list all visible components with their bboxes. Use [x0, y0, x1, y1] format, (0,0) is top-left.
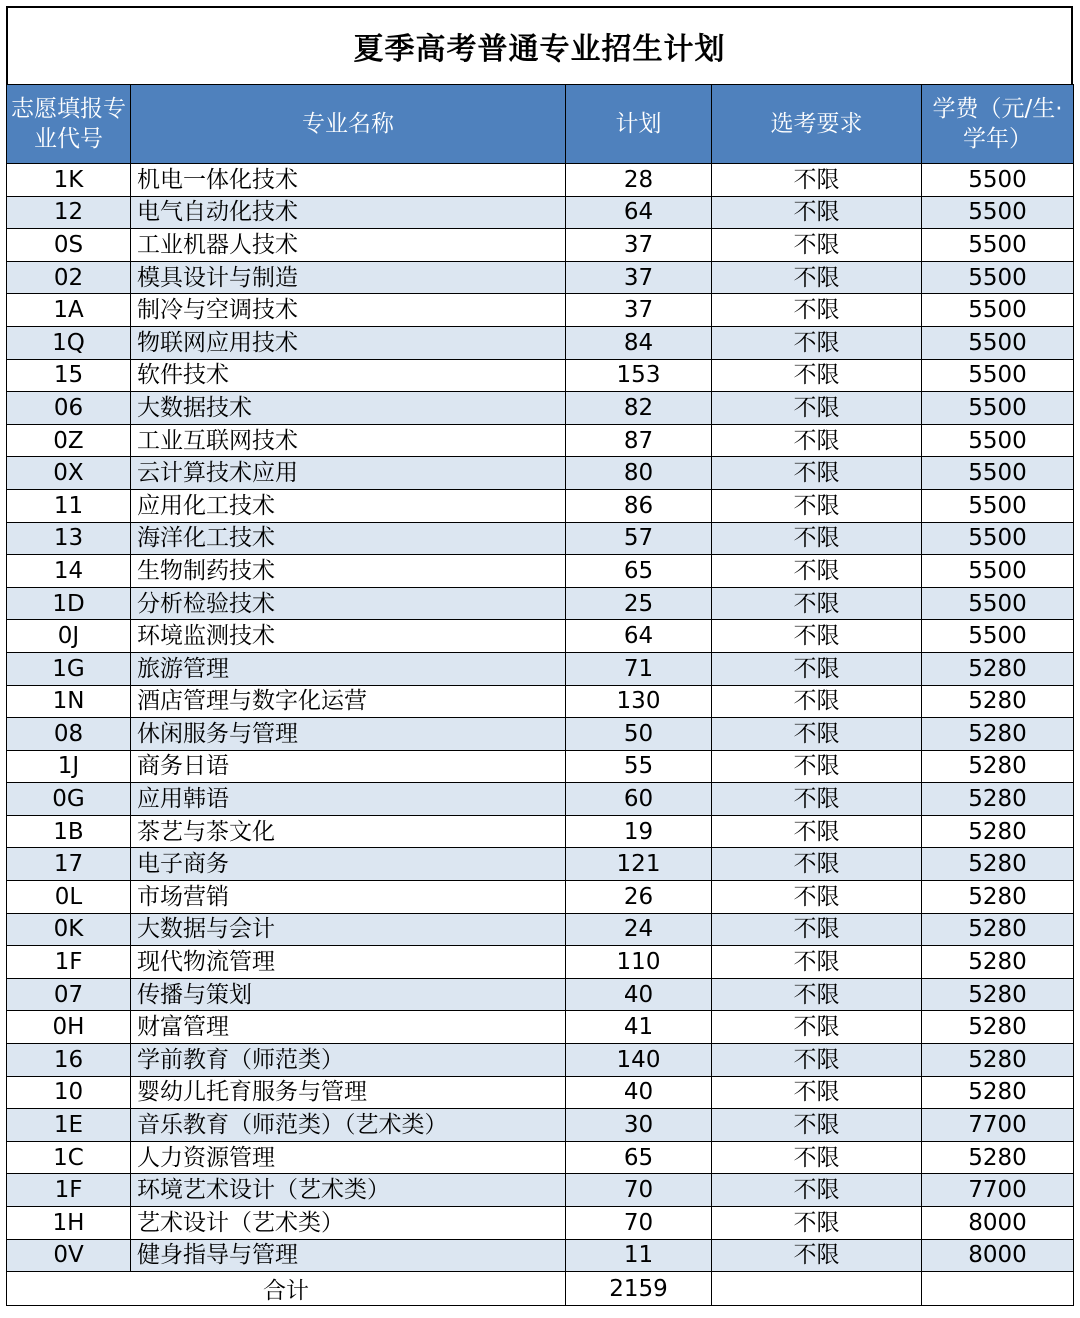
- cell-plan: 65: [566, 1141, 712, 1174]
- cell-plan: 40: [566, 1076, 712, 1109]
- cell-name: 旅游管理: [131, 652, 566, 685]
- cell-plan: 37: [566, 229, 712, 262]
- table-row: [7, 261, 1074, 294]
- cell-code: 11: [7, 489, 131, 522]
- header-fee: 学费（元/生·学年）: [922, 85, 1074, 164]
- cell-fee: 5500: [922, 196, 1074, 229]
- cell-name: 大数据技术: [131, 392, 566, 425]
- cell-name: 市场营销: [131, 881, 566, 914]
- header-code: 志愿填报专业代号: [7, 85, 131, 164]
- table-row: [7, 1207, 1074, 1240]
- cell-code: 06: [7, 392, 131, 425]
- table-row: [7, 229, 1074, 262]
- cell-fee: 5500: [922, 359, 1074, 392]
- cell-fee: 5280: [922, 881, 1074, 914]
- total-row: [7, 1272, 1074, 1306]
- cell-plan: 28: [566, 164, 712, 197]
- table-row: [7, 652, 1074, 685]
- cell-code: 1H: [7, 1207, 131, 1240]
- table-row: [7, 718, 1074, 751]
- table-row: [7, 1076, 1074, 1109]
- cell-requirement: 不限: [712, 718, 922, 751]
- cell-name: 分析检验技术: [131, 587, 566, 620]
- total-empty-fee: [922, 1272, 1074, 1306]
- cell-code: 07: [7, 978, 131, 1011]
- header-name: 专业名称: [131, 85, 566, 164]
- cell-requirement: 不限: [712, 652, 922, 685]
- cell-fee: 5280: [922, 1141, 1074, 1174]
- cell-fee: 5280: [922, 913, 1074, 946]
- cell-plan: 55: [566, 750, 712, 783]
- cell-requirement: 不限: [712, 489, 922, 522]
- cell-fee: 5280: [922, 718, 1074, 751]
- cell-fee: 5500: [922, 294, 1074, 327]
- cell-requirement: 不限: [712, 1076, 922, 1109]
- cell-requirement: 不限: [712, 1207, 922, 1240]
- table-row: [7, 522, 1074, 555]
- cell-fee: 5500: [922, 392, 1074, 425]
- enrollment-table: [6, 84, 1074, 1306]
- cell-code: 12: [7, 196, 131, 229]
- cell-requirement: 不限: [712, 587, 922, 620]
- cell-code: 0X: [7, 457, 131, 490]
- cell-code: 02: [7, 261, 131, 294]
- enrollment-sheet: [6, 6, 1073, 1306]
- cell-name: 酒店管理与数字化运营: [131, 685, 566, 718]
- cell-fee: 5500: [922, 489, 1074, 522]
- table-row: [7, 1011, 1074, 1044]
- table-row: [7, 326, 1074, 359]
- cell-code: 13: [7, 522, 131, 555]
- cell-plan: 82: [566, 392, 712, 425]
- table-row: [7, 555, 1074, 588]
- cell-fee: 5500: [922, 620, 1074, 653]
- cell-fee: 8000: [922, 1239, 1074, 1272]
- cell-fee: 7700: [922, 1174, 1074, 1207]
- cell-plan: 87: [566, 424, 712, 457]
- cell-requirement: 不限: [712, 457, 922, 490]
- cell-code: 1F: [7, 946, 131, 979]
- cell-fee: 5500: [922, 457, 1074, 490]
- cell-requirement: 不限: [712, 164, 922, 197]
- table-row: [7, 783, 1074, 816]
- cell-fee: 5280: [922, 750, 1074, 783]
- cell-plan: 24: [566, 913, 712, 946]
- cell-code: 1G: [7, 652, 131, 685]
- cell-requirement: 不限: [712, 620, 922, 653]
- cell-code: 1N: [7, 685, 131, 718]
- table-row: [7, 685, 1074, 718]
- cell-name: 财富管理: [131, 1011, 566, 1044]
- table-row: [7, 587, 1074, 620]
- cell-requirement: 不限: [712, 750, 922, 783]
- cell-name: 工业互联网技术: [131, 424, 566, 457]
- cell-plan: 70: [566, 1174, 712, 1207]
- cell-plan: 71: [566, 652, 712, 685]
- cell-name: 传播与策划: [131, 978, 566, 1011]
- cell-requirement: 不限: [712, 946, 922, 979]
- cell-code: 0K: [7, 913, 131, 946]
- cell-code: 1E: [7, 1109, 131, 1142]
- cell-name: 海洋化工技术: [131, 522, 566, 555]
- cell-code: 0L: [7, 881, 131, 914]
- cell-plan: 30: [566, 1109, 712, 1142]
- cell-fee: 5500: [922, 261, 1074, 294]
- cell-name: 应用化工技术: [131, 489, 566, 522]
- cell-requirement: 不限: [712, 1174, 922, 1207]
- cell-code: 1D: [7, 587, 131, 620]
- cell-name: 制冷与空调技术: [131, 294, 566, 327]
- cell-code: 1B: [7, 815, 131, 848]
- cell-fee: 5280: [922, 848, 1074, 881]
- cell-name: 音乐教育（师范类）（艺术类）: [131, 1109, 566, 1142]
- total-empty-req: [712, 1272, 922, 1306]
- cell-requirement: 不限: [712, 881, 922, 914]
- cell-fee: 5280: [922, 685, 1074, 718]
- cell-fee: 5280: [922, 815, 1074, 848]
- cell-fee: 5280: [922, 1011, 1074, 1044]
- cell-requirement: 不限: [712, 555, 922, 588]
- cell-plan: 37: [566, 261, 712, 294]
- cell-fee: 8000: [922, 1207, 1074, 1240]
- cell-name: 商务日语: [131, 750, 566, 783]
- total-plan: 2159: [566, 1272, 712, 1306]
- cell-code: 16: [7, 1044, 131, 1077]
- table-row: [7, 881, 1074, 914]
- cell-requirement: 不限: [712, 392, 922, 425]
- cell-fee: 7700: [922, 1109, 1074, 1142]
- cell-requirement: 不限: [712, 848, 922, 881]
- table-row: [7, 913, 1074, 946]
- cell-name: 机电一体化技术: [131, 164, 566, 197]
- table-row: [7, 750, 1074, 783]
- cell-plan: 110: [566, 946, 712, 979]
- cell-fee: 5280: [922, 946, 1074, 979]
- cell-plan: 41: [566, 1011, 712, 1044]
- cell-fee: 5500: [922, 229, 1074, 262]
- cell-requirement: 不限: [712, 685, 922, 718]
- cell-fee: 5280: [922, 652, 1074, 685]
- cell-name: 软件技术: [131, 359, 566, 392]
- cell-fee: 5280: [922, 1076, 1074, 1109]
- header-requirement: 选考要求: [712, 85, 922, 164]
- cell-code: 10: [7, 1076, 131, 1109]
- cell-fee: 5280: [922, 978, 1074, 1011]
- cell-fee: 5280: [922, 1044, 1074, 1077]
- table-row: [7, 1044, 1074, 1077]
- cell-plan: 37: [566, 294, 712, 327]
- cell-requirement: 不限: [712, 1239, 922, 1272]
- cell-plan: 84: [566, 326, 712, 359]
- cell-plan: 19: [566, 815, 712, 848]
- cell-name: 电气自动化技术: [131, 196, 566, 229]
- cell-name: 工业机器人技术: [131, 229, 566, 262]
- cell-code: 08: [7, 718, 131, 751]
- cell-name: 学前教育（师范类）: [131, 1044, 566, 1077]
- table-row: [7, 815, 1074, 848]
- cell-name: 茶艺与茶文化: [131, 815, 566, 848]
- cell-name: 大数据与会计: [131, 913, 566, 946]
- cell-requirement: 不限: [712, 294, 922, 327]
- cell-name: 物联网应用技术: [131, 326, 566, 359]
- table-row: [7, 424, 1074, 457]
- cell-code: 1J: [7, 750, 131, 783]
- cell-plan: 50: [566, 718, 712, 751]
- cell-requirement: 不限: [712, 1109, 922, 1142]
- cell-plan: 60: [566, 783, 712, 816]
- cell-plan: 80: [566, 457, 712, 490]
- cell-name: 生物制药技术: [131, 555, 566, 588]
- table-row: [7, 848, 1074, 881]
- table-row: [7, 294, 1074, 327]
- cell-name: 现代物流管理: [131, 946, 566, 979]
- cell-code: 1F: [7, 1174, 131, 1207]
- table-row: [7, 489, 1074, 522]
- cell-name: 艺术设计（艺术类）: [131, 1207, 566, 1240]
- cell-plan: 121: [566, 848, 712, 881]
- cell-requirement: 不限: [712, 261, 922, 294]
- total-label: 合计: [7, 1272, 566, 1306]
- cell-fee: 5500: [922, 164, 1074, 197]
- cell-name: 婴幼儿托育服务与管理: [131, 1076, 566, 1109]
- cell-plan: 86: [566, 489, 712, 522]
- cell-requirement: 不限: [712, 424, 922, 457]
- cell-plan: 65: [566, 555, 712, 588]
- cell-requirement: 不限: [712, 326, 922, 359]
- cell-code: 0J: [7, 620, 131, 653]
- cell-fee: 5500: [922, 326, 1074, 359]
- cell-requirement: 不限: [712, 1044, 922, 1077]
- table-row: [7, 1239, 1074, 1272]
- cell-name: 休闲服务与管理: [131, 718, 566, 751]
- cell-plan: 26: [566, 881, 712, 914]
- table-row: [7, 978, 1074, 1011]
- cell-code: 1A: [7, 294, 131, 327]
- table-row: [7, 392, 1074, 425]
- cell-fee: 5500: [922, 555, 1074, 588]
- cell-code: 0V: [7, 1239, 131, 1272]
- cell-code: 1C: [7, 1141, 131, 1174]
- cell-code: 0H: [7, 1011, 131, 1044]
- cell-name: 模具设计与制造: [131, 261, 566, 294]
- cell-requirement: 不限: [712, 783, 922, 816]
- table-row: [7, 196, 1074, 229]
- table-header-row: [7, 85, 1074, 164]
- cell-requirement: 不限: [712, 1011, 922, 1044]
- cell-requirement: 不限: [712, 359, 922, 392]
- cell-requirement: 不限: [712, 913, 922, 946]
- table-row: [7, 1141, 1074, 1174]
- cell-code: 15: [7, 359, 131, 392]
- cell-plan: 130: [566, 685, 712, 718]
- cell-fee: 5280: [922, 783, 1074, 816]
- cell-requirement: 不限: [712, 522, 922, 555]
- cell-name: 人力资源管理: [131, 1141, 566, 1174]
- cell-name: 环境艺术设计（艺术类）: [131, 1174, 566, 1207]
- cell-name: 环境监测技术: [131, 620, 566, 653]
- header-plan: 计划: [566, 85, 712, 164]
- cell-requirement: 不限: [712, 229, 922, 262]
- cell-code: 14: [7, 555, 131, 588]
- table-row: [7, 1109, 1074, 1142]
- cell-fee: 5500: [922, 522, 1074, 555]
- table-row: [7, 946, 1074, 979]
- cell-requirement: 不限: [712, 815, 922, 848]
- cell-plan: 25: [566, 587, 712, 620]
- cell-name: 电子商务: [131, 848, 566, 881]
- cell-fee: 5500: [922, 587, 1074, 620]
- cell-name: 健身指导与管理: [131, 1239, 566, 1272]
- table-row: [7, 457, 1074, 490]
- cell-fee: 5500: [922, 424, 1074, 457]
- cell-code: 17: [7, 848, 131, 881]
- cell-name: 云计算技术应用: [131, 457, 566, 490]
- cell-plan: 64: [566, 196, 712, 229]
- cell-plan: 11: [566, 1239, 712, 1272]
- table-row: [7, 620, 1074, 653]
- cell-code: 0G: [7, 783, 131, 816]
- cell-plan: 40: [566, 978, 712, 1011]
- page-title: 夏季高考普通专业招生计划: [6, 6, 1073, 84]
- cell-plan: 57: [566, 522, 712, 555]
- cell-plan: 153: [566, 359, 712, 392]
- cell-plan: 64: [566, 620, 712, 653]
- table-row: [7, 1174, 1074, 1207]
- cell-plan: 140: [566, 1044, 712, 1077]
- cell-requirement: 不限: [712, 1141, 922, 1174]
- cell-name: 应用韩语: [131, 783, 566, 816]
- cell-code: 1Q: [7, 326, 131, 359]
- table-row: [7, 359, 1074, 392]
- cell-code: 1K: [7, 164, 131, 197]
- cell-requirement: 不限: [712, 196, 922, 229]
- cell-code: 0Z: [7, 424, 131, 457]
- cell-code: 0S: [7, 229, 131, 262]
- cell-requirement: 不限: [712, 978, 922, 1011]
- table-row: [7, 164, 1074, 197]
- cell-plan: 70: [566, 1207, 712, 1240]
